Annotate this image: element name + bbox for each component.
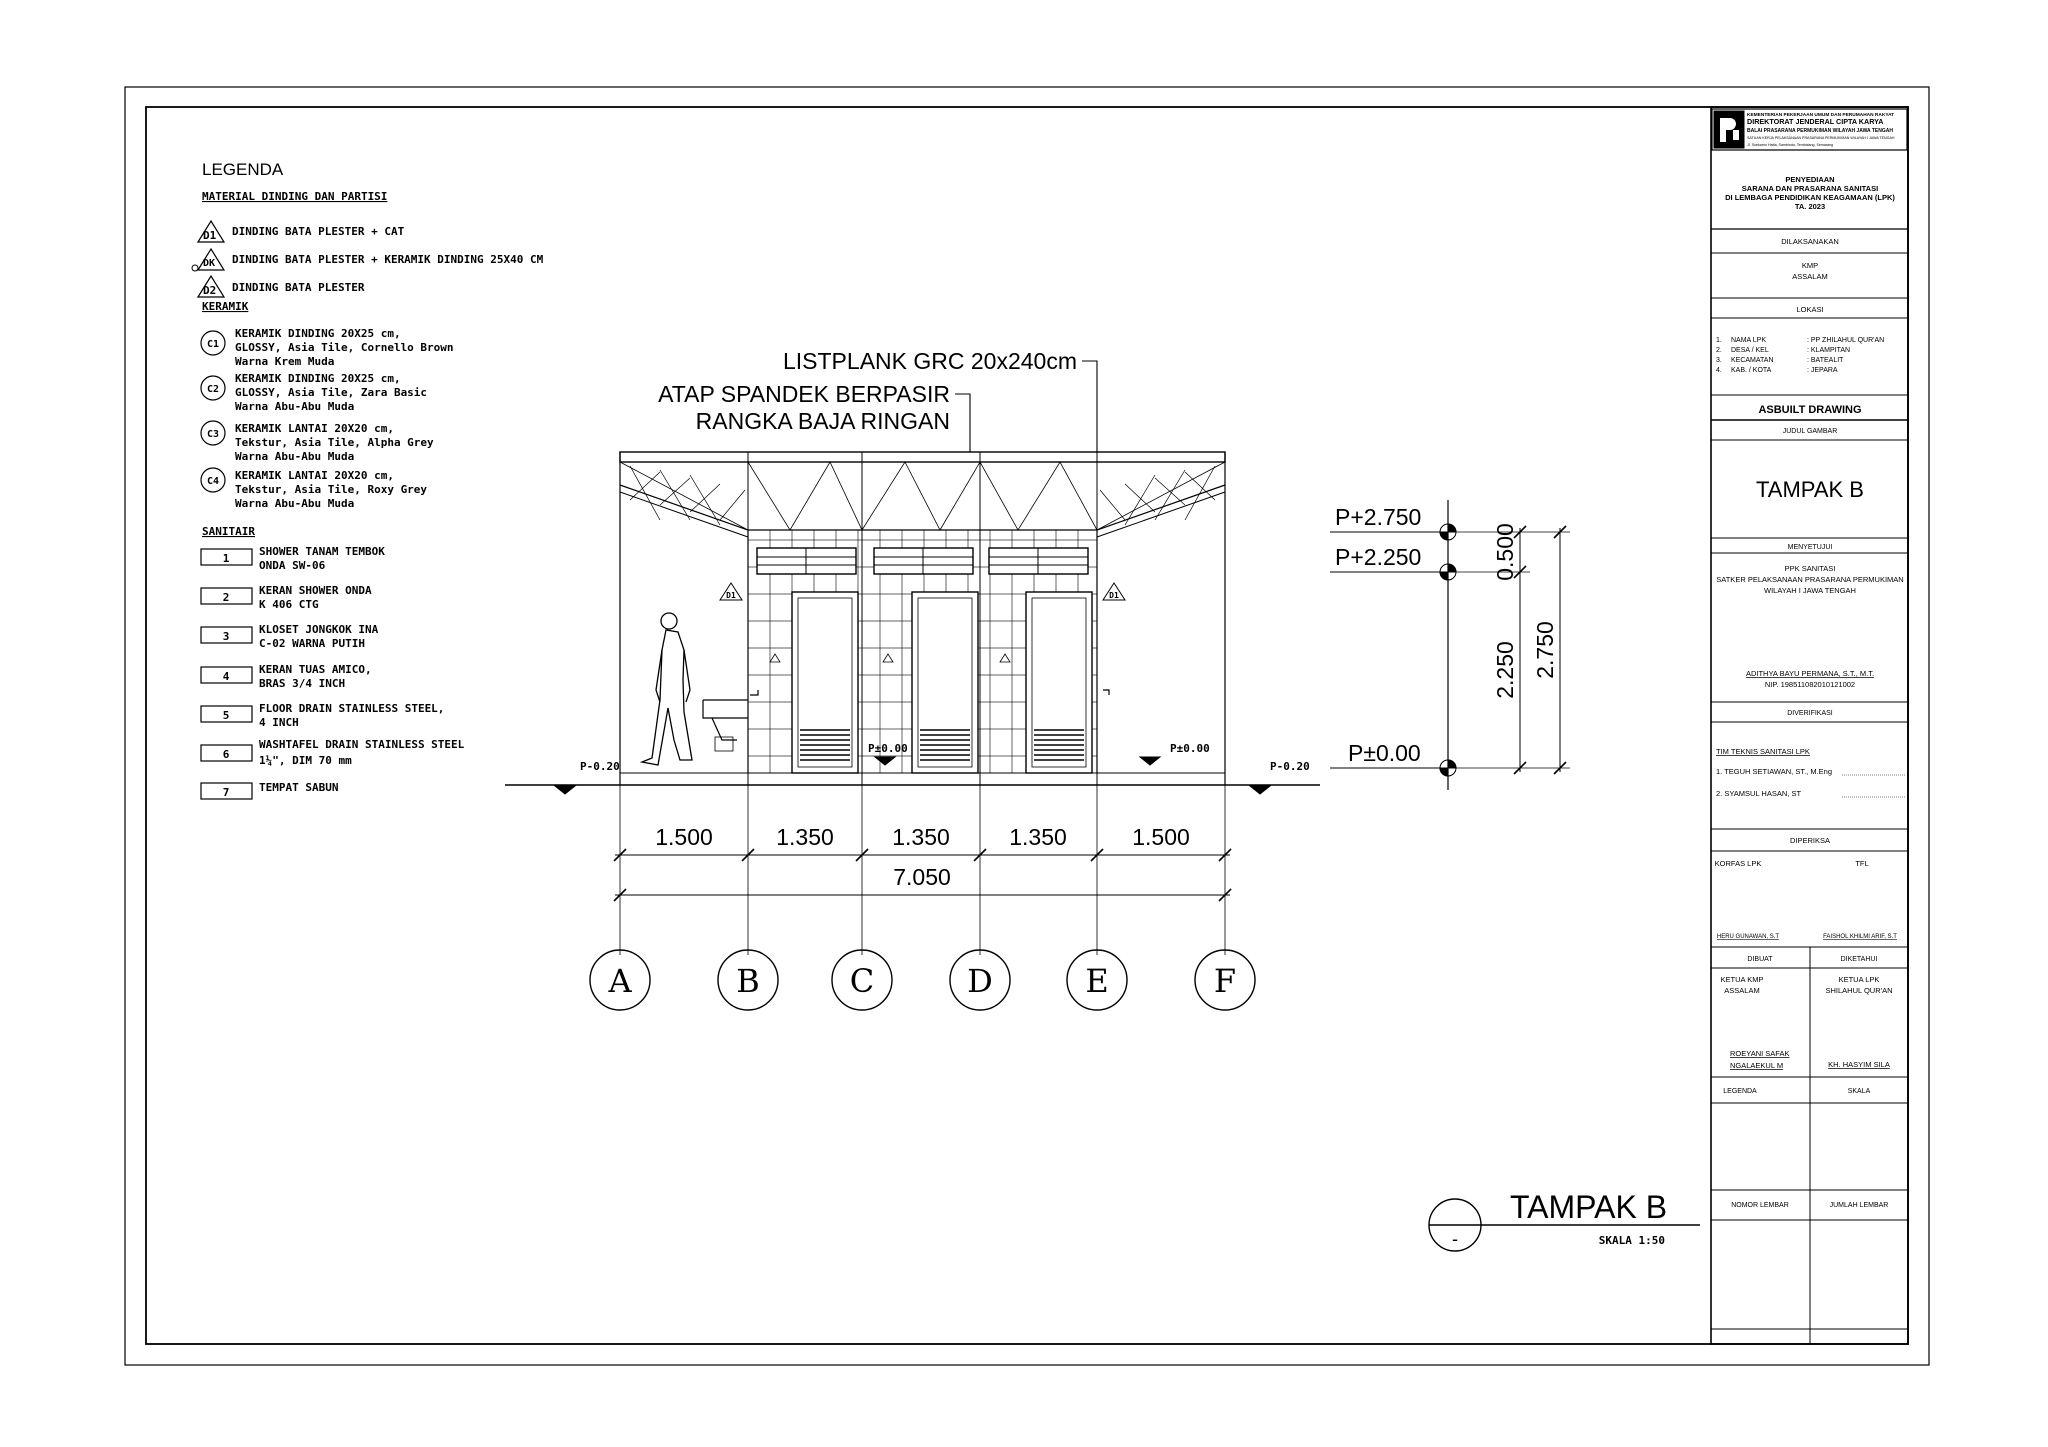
svg-text:F: F bbox=[1213, 962, 1237, 1000]
vent-louvre bbox=[757, 548, 1088, 574]
svg-text:D: D bbox=[967, 962, 993, 1000]
svg-text:SHILAHUL QUR'AN: SHILAHUL QUR'AN bbox=[1825, 986, 1893, 995]
keramik-item-c3 bbox=[201, 421, 434, 463]
callout-listplank: LISTPLANK GRC 20x240cm bbox=[782, 348, 1077, 374]
grid-axis-a bbox=[590, 950, 650, 1010]
sanitair-item-6 bbox=[201, 738, 465, 767]
material-heading: MATERIAL DINDING DAN PARTISI bbox=[202, 190, 388, 203]
svg-text:KERAMIK DINDING 20X25 cm,: KERAMIK DINDING 20X25 cm, bbox=[235, 372, 401, 385]
tfl-name: FAISHOL KHILMI ARIF, S.T bbox=[1823, 934, 1897, 940]
svg-text:4: 4 bbox=[222, 670, 230, 683]
svg-text:KETUA KMP: KETUA KMP bbox=[1720, 975, 1764, 984]
span-label: 1.350 bbox=[776, 824, 834, 850]
skala-label: SKALA bbox=[1847, 1088, 1871, 1095]
grid-axis-c bbox=[832, 950, 892, 1010]
executor-line: KMP bbox=[1801, 261, 1819, 270]
view-scale: SKALA 1:50 bbox=[1598, 1234, 1665, 1247]
legend-title: LEGENDA bbox=[202, 160, 284, 179]
menyetujui-label: MENYETUJUI bbox=[1787, 544, 1833, 551]
legenda-label: LEGENDA bbox=[1723, 1088, 1757, 1095]
svg-text:TEMPAT SABUN: TEMPAT SABUN bbox=[259, 781, 339, 794]
tim-heading: TIM TEKNIS SANITASI LPK bbox=[1716, 747, 1810, 756]
svg-text:Tekstur, Asia Tile, Alpha Grey: Tekstur, Asia Tile, Alpha Grey bbox=[235, 436, 434, 449]
title-block bbox=[1711, 107, 1908, 1344]
svg-text:: BATEALIT: : BATEALIT bbox=[1807, 357, 1844, 364]
wall-tag: D1 bbox=[1109, 591, 1119, 600]
svg-text:ASSALAM: ASSALAM bbox=[1724, 986, 1760, 995]
project-line: SARANA DAN PRASARANA SANITASI bbox=[1741, 184, 1879, 193]
sanitair-item-1 bbox=[201, 545, 385, 572]
nomor-label: NOMOR LEMBAR bbox=[1731, 1202, 1789, 1209]
korfas-label: KORFAS LPK bbox=[1714, 859, 1762, 868]
svg-text:Tekstur, Asia Tile, Roxy Grey: Tekstur, Asia Tile, Roxy Grey bbox=[235, 483, 428, 496]
svg-text:KLOSET JONGKOK INA: KLOSET JONGKOK INA bbox=[259, 623, 379, 636]
view-title: TAMPAK B bbox=[1510, 1189, 1668, 1225]
callout-rangka: RANGKA BAJA RINGAN bbox=[695, 408, 950, 434]
svg-text:C-02 WARNA PUTIH: C-02 WARNA PUTIH bbox=[259, 637, 365, 650]
svg-text:GLOSSY, Asia Tile, Cornello Br: GLOSSY, Asia Tile, Cornello Brown bbox=[235, 341, 454, 354]
grid-axis-e bbox=[1067, 950, 1127, 1010]
svg-text:GLOSSY, Asia Tile, Zara Basic: GLOSSY, Asia Tile, Zara Basic bbox=[235, 386, 428, 399]
kmp-name: NGALAEKUL M bbox=[1730, 1061, 1784, 1070]
grid-axis-b bbox=[718, 950, 778, 1010]
svg-text:KERAMIK LANTAI 20X20 cm,: KERAMIK LANTAI 20X20 cm, bbox=[235, 469, 394, 482]
wall-tag: D1 bbox=[726, 591, 736, 600]
svg-text:KERAMIK DINDING 20X25 cm,: KERAMIK DINDING 20X25 cm, bbox=[235, 327, 401, 340]
korfas-name: HERU GUNAWAN, S.T bbox=[1716, 934, 1780, 940]
level-label: P±0.00 bbox=[1170, 742, 1210, 755]
svg-text:E: E bbox=[1085, 962, 1109, 1000]
svg-text:1: 1 bbox=[222, 552, 230, 565]
svg-text:D1: D1 bbox=[203, 229, 217, 242]
sanitair-heading: SANITAIR bbox=[202, 525, 255, 538]
grid-axis-d bbox=[950, 950, 1010, 1010]
svg-text:DINDING BATA PLESTER + KERAMIK: DINDING BATA PLESTER + KERAMIK DINDING 25X40 CM bbox=[232, 253, 544, 266]
grid-axis-f bbox=[1195, 950, 1255, 1010]
approver-line: PPK SANITASI bbox=[1784, 564, 1836, 573]
svg-text:C4: C4 bbox=[206, 476, 220, 487]
svg-text:2: 2 bbox=[222, 591, 230, 604]
elevation-label: P+2.750 bbox=[1335, 504, 1422, 530]
total-span-label: 7.050 bbox=[893, 864, 951, 890]
diverifikasi-label: DIVERIFIKASI bbox=[1787, 710, 1833, 717]
agency-line: Jl. Soekarno Hatta, Sambiroto, Tembalang, Semarang bbox=[1747, 143, 1834, 147]
svg-text:1.: 1. bbox=[1716, 337, 1722, 344]
sanitair-item-7 bbox=[201, 781, 338, 799]
span-label: 1.500 bbox=[1132, 824, 1190, 850]
svg-text:K 406 CTG: K 406 CTG bbox=[259, 598, 319, 611]
elevation-label: P±0.00 bbox=[1348, 740, 1421, 766]
svg-text:NAMA LPK: NAMA LPK bbox=[1731, 337, 1767, 344]
keramik-item-c2 bbox=[201, 372, 427, 413]
elevation-drawing bbox=[505, 361, 1570, 955]
door-grille bbox=[800, 730, 1084, 760]
sanitair-item-5 bbox=[201, 702, 444, 729]
span-label: 1.350 bbox=[892, 824, 950, 850]
legend bbox=[192, 160, 544, 799]
approver-nip: NIP. 198511082010121002 bbox=[1764, 680, 1856, 689]
svg-text:Warna Abu-Abu Muda: Warna Abu-Abu Muda bbox=[235, 497, 355, 510]
svg-text:BRAS 3/4 INCH: BRAS 3/4 INCH bbox=[259, 677, 346, 690]
svg-text:C: C bbox=[849, 962, 875, 1000]
sheet-title: TAMPAK B bbox=[1756, 477, 1864, 502]
keramik-item-c4 bbox=[201, 468, 427, 510]
project-line: PENYEDIAAN bbox=[1785, 175, 1835, 184]
svg-text:Warna Abu-Abu Muda: Warna Abu-Abu Muda bbox=[235, 450, 355, 463]
svg-text:KERAN SHOWER ONDA: KERAN SHOWER ONDA bbox=[259, 584, 372, 597]
svg-text:4.: 4. bbox=[1716, 367, 1722, 374]
dim-label: 2.250 bbox=[1492, 641, 1518, 699]
svg-text:FLOOR DRAIN STAINLESS STEEL,: FLOOR DRAIN STAINLESS STEEL, bbox=[259, 702, 445, 715]
door bbox=[792, 592, 1092, 773]
svg-text:DK: DK bbox=[203, 258, 216, 269]
dibuat-label: DIBUAT bbox=[1747, 956, 1773, 963]
project-line: TA. 2023 bbox=[1794, 202, 1826, 211]
svg-text:2.: 2. bbox=[1716, 347, 1722, 354]
span-label: 1.500 bbox=[655, 824, 713, 850]
svg-text:: PP ZHILAHUL QUR'AN: : PP ZHILAHUL QUR'AN bbox=[1807, 337, 1885, 344]
keramik-item-c1 bbox=[201, 327, 454, 368]
svg-text:1¼", DIM 70 mm: 1¼", DIM 70 mm bbox=[259, 754, 352, 767]
diketahui-label: DIKETAHUI bbox=[1840, 956, 1878, 963]
agency-line: BALAI PRASARANA PERMUKIMAN WILAYAH JAWA TENGAH bbox=[1747, 128, 1893, 134]
diperiksa-label: DIPERIKSA bbox=[1789, 836, 1831, 845]
svg-text:KERAMIK LANTAI 20X20 cm,: KERAMIK LANTAI 20X20 cm, bbox=[235, 422, 394, 435]
dilaksanakan-label: DILAKSANAKAN bbox=[1781, 237, 1839, 246]
agency-line: DIREKTORAT JENDERAL CIPTA KARYA bbox=[1747, 117, 1884, 126]
svg-text:6: 6 bbox=[222, 748, 230, 761]
approver-name: ADITHYA BAYU PERMANA, S.T., M.T. bbox=[1745, 669, 1875, 678]
svg-text:WASHTAFEL DRAIN STAINLESS STEE: WASHTAFEL DRAIN STAINLESS STEEL bbox=[259, 738, 465, 751]
level-label: P-0.20 bbox=[580, 760, 620, 773]
elevation-label: P+2.250 bbox=[1335, 544, 1422, 570]
approver-line: SATKER PELAKSANAAN PRASARANA PERMUKIMAN bbox=[1716, 575, 1904, 584]
svg-text:4 INCH: 4 INCH bbox=[259, 716, 299, 729]
human-figure bbox=[642, 613, 692, 765]
callout-atap: ATAP SPANDEK BERPASIR bbox=[658, 381, 950, 407]
svg-text:KETUA LPK: KETUA LPK bbox=[1838, 975, 1880, 984]
level-label: P±0.00 bbox=[868, 742, 908, 755]
svg-text:7: 7 bbox=[222, 786, 230, 799]
view-title-block bbox=[1429, 1189, 1700, 1251]
tim-member: 1. TEGUH SETIAWAN, ST., M.Eng bbox=[1716, 767, 1832, 776]
kmp-name: ROEYANI SAFAK bbox=[1730, 1049, 1790, 1058]
sanitair-item-2 bbox=[201, 584, 372, 611]
svg-text:C2: C2 bbox=[206, 384, 220, 395]
sanitair-item-3 bbox=[201, 623, 379, 650]
level-label: P-0.20 bbox=[1270, 760, 1310, 773]
svg-text:B: B bbox=[736, 962, 760, 1000]
span-label: 1.350 bbox=[1009, 824, 1067, 850]
project-line: DI LEMBAGA PENDIDIKAN KEAGAMAAN (LPK) bbox=[1725, 193, 1895, 202]
agency-line: KEMENTERIAN PEKERJAAN UMUM DAN PERUMAHAN RAKYAT bbox=[1747, 113, 1895, 118]
svg-text:: KLAMPITAN: : KLAMPITAN bbox=[1807, 347, 1851, 354]
svg-text:D2: D2 bbox=[203, 284, 217, 297]
svg-text:Warna Abu-Abu Muda: Warna Abu-Abu Muda bbox=[235, 400, 355, 413]
jumlah-label: JUMLAH LEMBAR bbox=[1829, 1202, 1889, 1209]
approver-line: WILAYAH I JAWA TENGAH bbox=[1764, 586, 1856, 595]
judul-label: JUDUL GAMBAR bbox=[1782, 428, 1838, 435]
svg-text:KERAN TUAS AMICO,: KERAN TUAS AMICO, bbox=[259, 663, 372, 676]
svg-text:3.: 3. bbox=[1716, 357, 1722, 364]
svg-text:C1: C1 bbox=[206, 339, 220, 350]
executor-line: ASSALAM bbox=[1792, 272, 1828, 281]
ministry-logo bbox=[1714, 111, 1744, 148]
keramik-heading: KERAMIK bbox=[202, 300, 249, 313]
dim-label: 2.750 bbox=[1532, 621, 1558, 679]
view-marker: - bbox=[1452, 1229, 1458, 1249]
tim-member: 2. SYAMSUL HASAN, ST bbox=[1716, 789, 1802, 798]
lokasi-label: LOKASI bbox=[1796, 305, 1824, 314]
sanitair-item-4 bbox=[201, 663, 372, 690]
svg-text:ONDA SW-06: ONDA SW-06 bbox=[259, 559, 326, 572]
svg-text:SHOWER TANAM TEMBOK: SHOWER TANAM TEMBOK bbox=[259, 545, 385, 558]
svg-text:Warna Krem Muda: Warna Krem Muda bbox=[235, 355, 335, 368]
material-item-d1 bbox=[198, 221, 405, 242]
agency-line: SATUAN KERJA PELAKSANAAN PRASARANA PERMUKIMAN WILAYAH I JAWA TENGAH bbox=[1747, 136, 1895, 140]
svg-text:A: A bbox=[608, 962, 632, 1000]
svg-text:KAB. / KOTA: KAB. / KOTA bbox=[1731, 367, 1772, 374]
svg-text:3: 3 bbox=[222, 630, 230, 643]
material-item-d2 bbox=[198, 276, 365, 297]
svg-text:DESA / KEL: DESA / KEL bbox=[1731, 347, 1769, 354]
svg-text:DINDING BATA PLESTER + CAT: DINDING BATA PLESTER + CAT bbox=[232, 225, 405, 238]
lpk-name: KH. HASYIM SILA bbox=[1828, 1060, 1890, 1069]
svg-text:DINDING BATA PLESTER: DINDING BATA PLESTER bbox=[232, 281, 365, 294]
material-item-dk bbox=[192, 249, 544, 271]
svg-text:: JEPARA: : JEPARA bbox=[1807, 367, 1838, 374]
grid-axes bbox=[590, 950, 1255, 1010]
svg-text:C3: C3 bbox=[206, 429, 220, 440]
tfl-label: TFL bbox=[1855, 859, 1869, 868]
svg-text:KECAMATAN: KECAMATAN bbox=[1731, 357, 1774, 364]
svg-text:5: 5 bbox=[222, 709, 230, 722]
drawing-type: ASBUILT DRAWING bbox=[1758, 404, 1862, 416]
dim-label: 0.500 bbox=[1492, 523, 1518, 581]
